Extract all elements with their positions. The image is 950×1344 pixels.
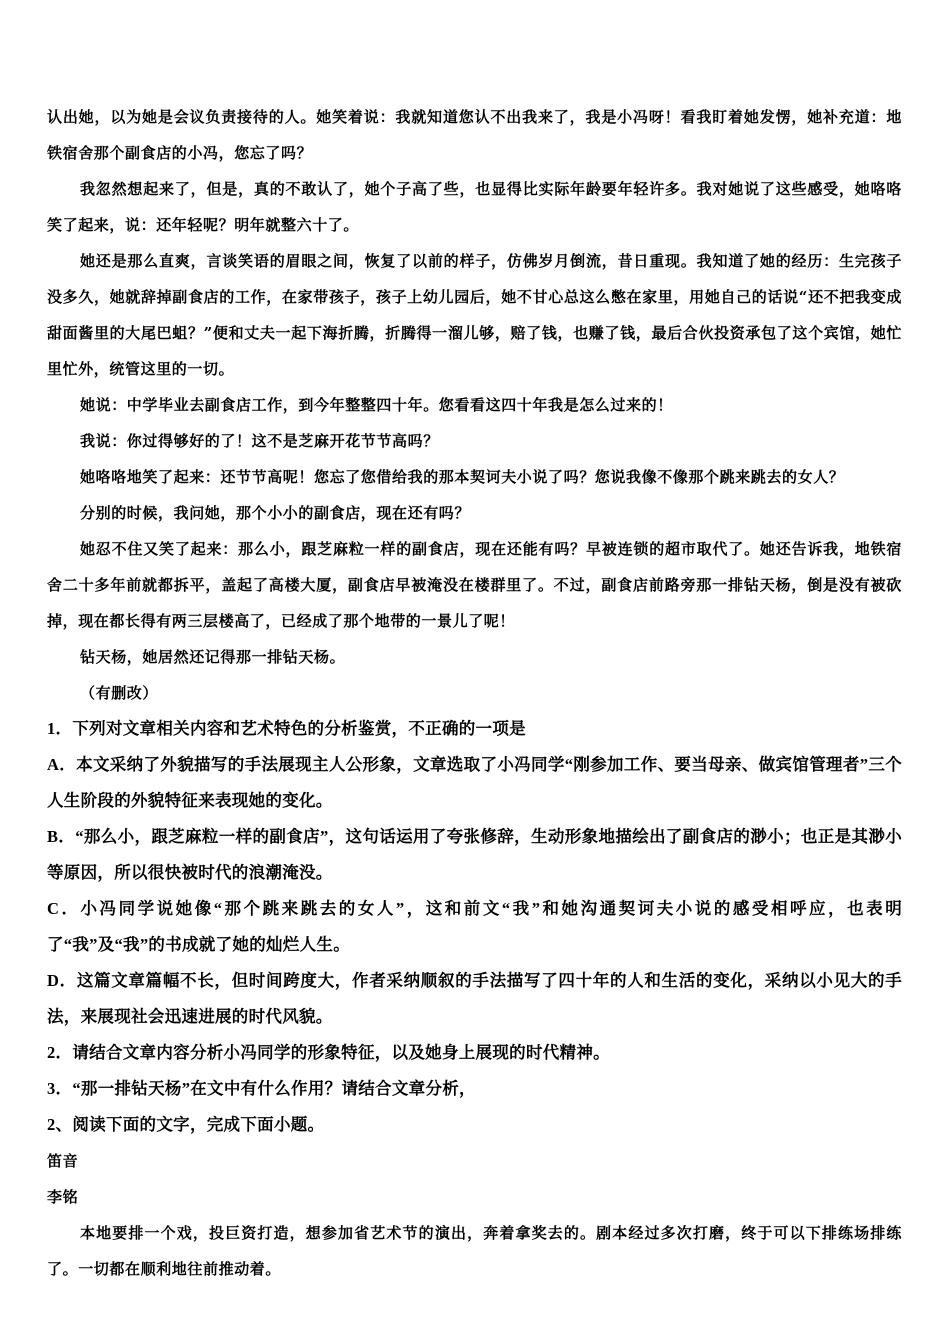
question-2: 2．请结合文章内容分析小冯同学的形象特征，以及她身上展现的时代精神。 xyxy=(47,1043,610,1062)
story-paragraph-3: 她还是那么直爽，言谈笑语的眉眼之间，恢复了以前的样子，仿佛岁月倒流，昔日重现。我知道了她的经历：生完孩子没多久，她就辞掉副食店的工作，在家带孩子，孩子上幼儿园后，她不甘心总这么憋在家里，用她自己的话说“还不把我变成甜面酱里的大尾巴蛆？”便和丈夫一起下海折腾，折腾得一溜儿够，赔了钱，也赚了钱，最后合伙投资承包了这个宾馆，她忙里忙外，统管这里的一切。 xyxy=(47,252,902,378)
story-paragraph-2: 我忽然想起来了，但是，真的不敢认了，她个子高了些，也显得比实际年龄要年轻许多。我对她说了这些感受，她咯咯笑了起来，说：还年轻呢？明年就整六十了。 xyxy=(47,180,902,234)
passage-title: 笛音 xyxy=(47,1152,79,1170)
section-2-instruction: 2、阅读下面的文字，完成下面小题。 xyxy=(47,1115,325,1134)
question-1: 1．下列对文章相关内容和艺术特色的分析鉴赏，不正确的一项是 xyxy=(47,719,526,738)
story-paragraph-5: 我说：你过得够好的了！这不是芝麻开花节节高吗？ xyxy=(80,432,439,450)
source-note: （有删改） xyxy=(80,684,159,702)
question-3: 3．“那一排钻天杨”在文中有什么作用？请结合文章分析， xyxy=(47,1079,476,1098)
question-1-option-d: D．这篇文章篇幅不长，但时间跨度大，作者采纳顺叙的手法描写了四十年的人和生活的变化，采纳以小见大的手法，来展现社会迅速进展的时代风貌。 xyxy=(47,971,902,1026)
story-paragraph-7: 分别的时候，我问她，那个小小的副食店，现在还有吗？ xyxy=(80,504,471,522)
passage-paragraph-1: 本地要排一个戏，投巨资打造，想参加省艺术节的演出，奔着拿奖去的。剧本经过多次打磨，终于可以下排练场排练了。一切都在顺利地往前推动着。 xyxy=(47,1224,902,1278)
story-paragraph-9: 钻天杨，她居然还记得那一排钻天杨。 xyxy=(80,648,346,666)
story-paragraph-8: 她忍不住又笑了起来：那么小，跟芝麻粒一样的副食店，现在还能有吗？早被连锁的超市取代了。她还告诉我，地铁宿舍二十多年前就都拆平，盖起了高楼大厦，副食店早被淹没在楼群里了。不过，副食店前路旁那一排钻天杨，倒是没有被砍掉，现在都长得有两三层楼高了，已经成了那个地带的一景儿了呢！ xyxy=(47,540,902,630)
story-paragraph-4: 她说：中学毕业去副食店工作，到今年整整四十年。您看看这四十年我是怎么过来的！ xyxy=(80,396,673,414)
question-1-option-c: C．小冯同学说她像“那个跳来跳去的女人”，这和前文“我”和她沟通契诃夫小说的感受相呼应，也表明了“我”及“我”的书成就了她的灿烂人生。 xyxy=(47,899,902,954)
passage-author: 李铭 xyxy=(47,1188,79,1206)
story-paragraph-1: 认出她，以为她是会议负责接待的人。她笑着说：我就知道您认不出我来了，我是小冯呀！看我盯着她发愣，她补充道：地铁宿舍那个副食店的小冯，您忘了吗？ xyxy=(47,108,902,162)
story-paragraph-6: 她咯咯地笑了起来：还节节高呢！您忘了您借给我的那本契诃夫小说了吗？您说我像不像那个跳来跳去的女人？ xyxy=(80,468,845,486)
question-1-option-a: A．本文采纳了外貌描写的手法展现主人公形象，文章选取了小冯同学“刚参加工作、要当母亲、做宾馆管理者”三个人生阶段的外貌特征来表现她的变化。 xyxy=(47,755,902,810)
question-1-option-b: B．“那么小，跟芝麻粒一样的副食店”，这句话运用了夸张修辞，生动形象地描绘出了副食店的渺小；也正是其渺小等原因，所以很快被时代的浪潮淹没。 xyxy=(47,827,902,882)
